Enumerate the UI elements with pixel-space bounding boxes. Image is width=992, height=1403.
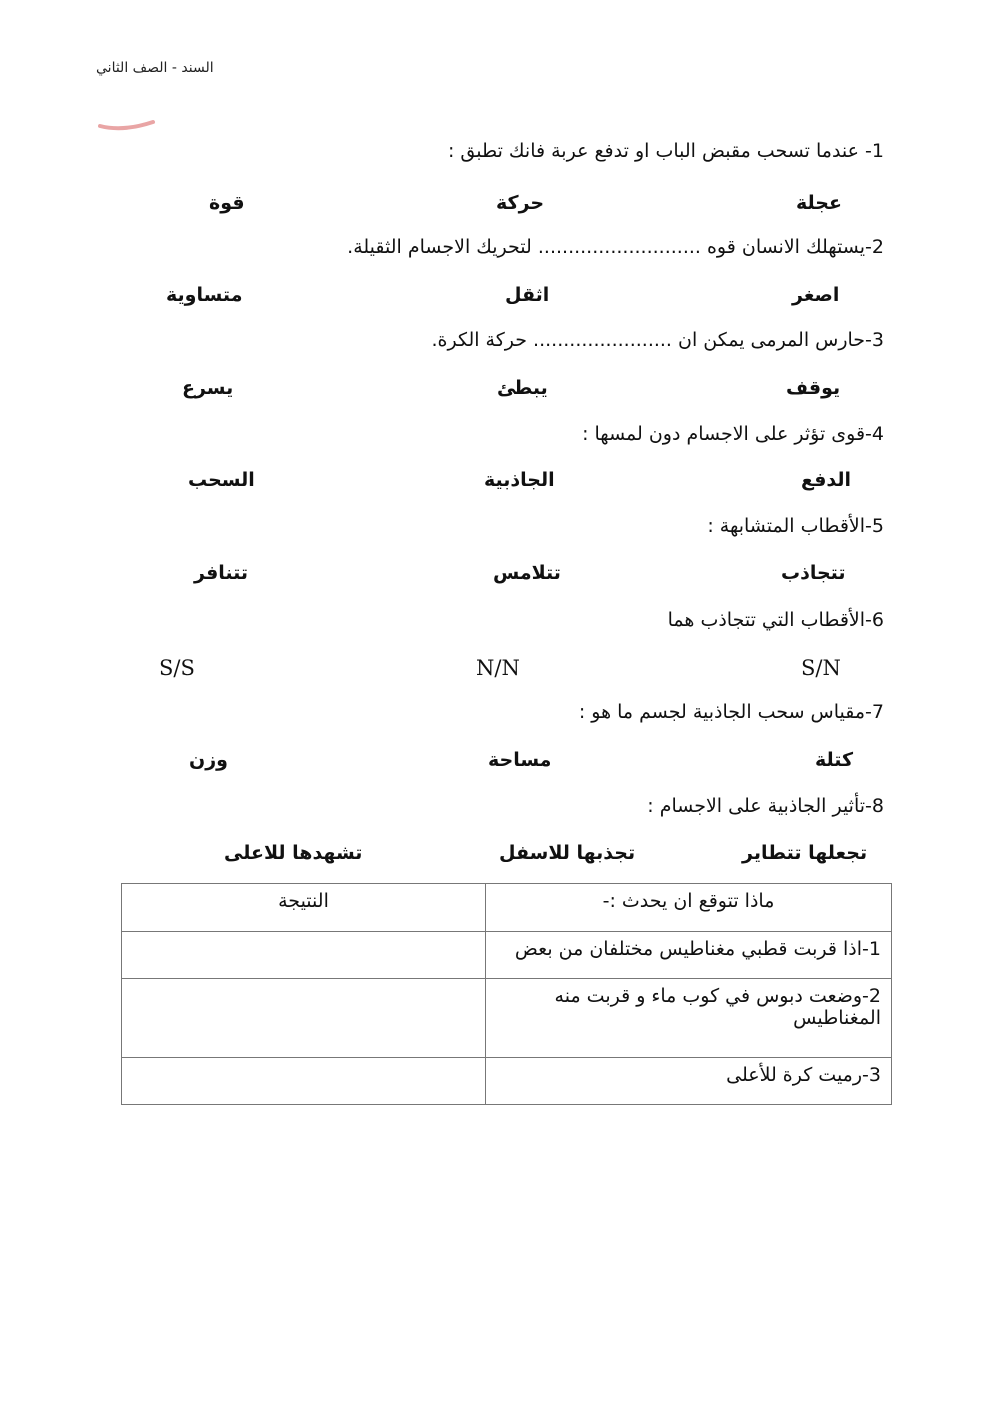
red-mark-decoration [98, 118, 158, 132]
q8-option-2[interactable]: تجذبها للاسفل [499, 842, 636, 864]
q4-option-1[interactable]: الدفع [801, 469, 852, 491]
q7-option-2[interactable]: مساحة [488, 749, 552, 771]
q1-option-2[interactable]: حركة [496, 192, 545, 214]
header-result: النتيجة [122, 884, 486, 932]
prediction-table [121, 883, 892, 1105]
result-cell[interactable] [122, 932, 486, 979]
question-5: 5-الأقطاب المتشابهة : [707, 515, 884, 537]
question-4: 4-قوى تؤثر على الاجسام دون لمسها : [582, 423, 884, 445]
question-3: 3-حارس المرمى يمكن ان ....................... حركة الكرة. [431, 329, 884, 351]
q6-option-2[interactable]: N/N [476, 656, 520, 680]
question-6: 6-الأقطاب التي تتجاذب هما [667, 609, 884, 631]
q5-option-2[interactable]: تتلامس [493, 562, 561, 584]
q2-option-3[interactable]: متساوية [166, 284, 243, 306]
q5-option-3[interactable]: تتنافر [194, 562, 249, 584]
q2-option-1[interactable]: اصغر [792, 284, 840, 306]
q8-option-1[interactable]: تجعلها تتطاير [742, 842, 868, 864]
q4-option-3[interactable]: السحب [188, 469, 255, 491]
q7-option-1[interactable]: كتلة [815, 749, 854, 771]
q2-option-2[interactable]: اثقل [505, 284, 550, 306]
result-cell[interactable] [122, 1058, 486, 1105]
q1-option-3[interactable]: قوة [209, 192, 245, 214]
table-row [122, 979, 892, 1058]
q7-option-3[interactable]: وزن [189, 749, 228, 771]
q3-option-3[interactable]: يسرع [182, 377, 234, 399]
question-1: 1- عندما تسحب مقبض الباب او تدفع عربة فانك تطبق : [447, 140, 884, 162]
q8-option-3[interactable]: تشهدها للاعلى [224, 842, 363, 864]
document-header: السند - الصف الثاني [96, 60, 214, 76]
table-row [122, 932, 892, 979]
q6-option-3[interactable]: S/S [159, 656, 195, 680]
question-8: 8-تأثير الجاذبية على الاجسام : [647, 795, 884, 817]
situation-cell: 2-وضعت دبوس في كوب ماء و قربت منه المغناطيس [486, 979, 892, 1058]
header-prediction: ماذا تتوقع ان يحدث :- [486, 884, 892, 932]
question-2: 2-يستهلك الانسان قوه ........................... لتحريك الاجسام الثقيلة. [347, 236, 884, 258]
result-cell[interactable] [122, 979, 486, 1058]
q3-option-2[interactable]: يبطئ [497, 377, 548, 399]
situation-cell: 1-اذا قربت قطبي مغناطيس مختلفان من بعض [486, 932, 892, 979]
table-row [122, 1058, 892, 1105]
q5-option-1[interactable]: تتجاذب [781, 562, 846, 584]
situation-cell: 3-رميت كرة للأعلى [486, 1058, 892, 1105]
q3-option-1[interactable]: يوقف [786, 377, 841, 399]
q4-option-2[interactable]: الجاذبية [484, 469, 555, 491]
q6-option-1[interactable]: S/N [801, 656, 841, 680]
question-7: 7-مقياس سحب الجاذبية لجسم ما هو : [578, 701, 884, 723]
q1-option-1[interactable]: عجلة [796, 192, 842, 214]
table-header-row [122, 884, 892, 932]
